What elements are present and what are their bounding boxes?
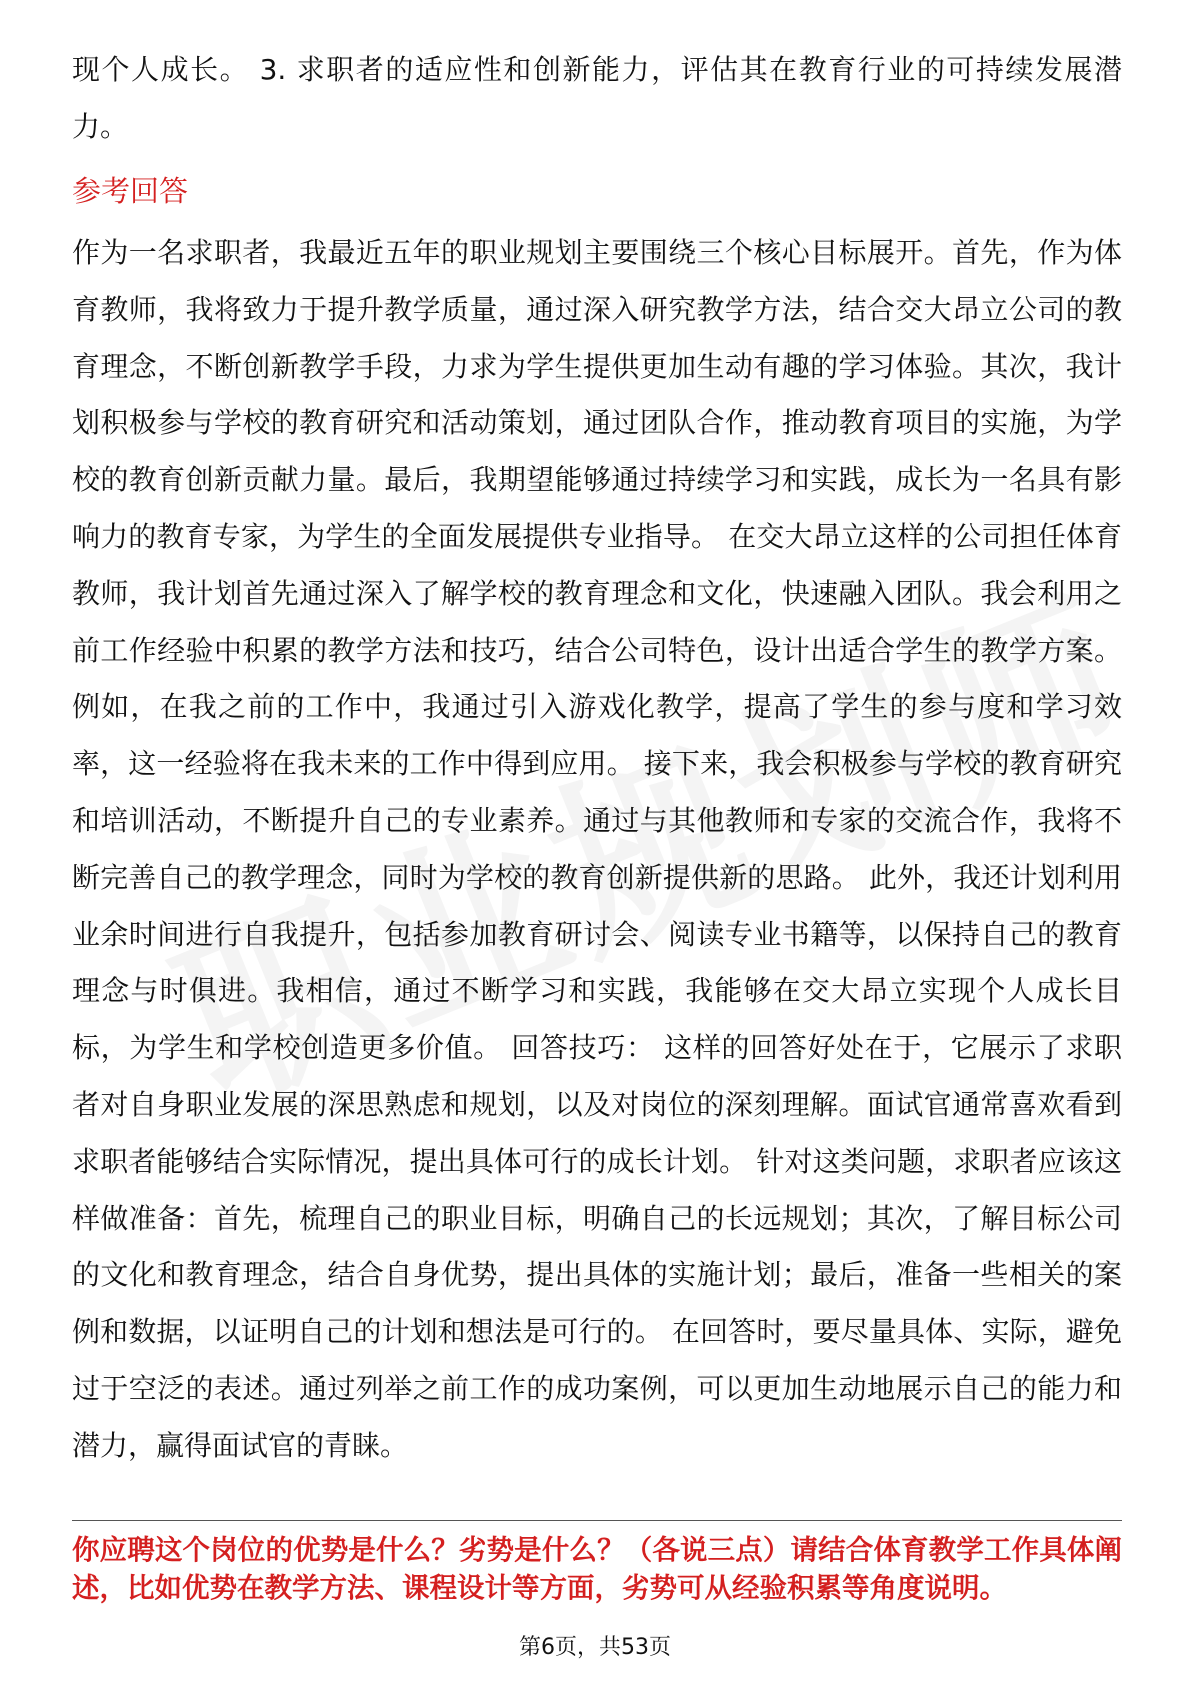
answer-paragraph: 作为一名求职者，我最近五年的职业规划主要围绕三个核心目标展开。首先，作为体育教师，我将致力于提升教学质量，通过深入研究教学方法，结合交大昂立公司的教育理念，不断创新教学手段，力求为学生提供更加生动有趣的学习体验。其次，我计划积极参与学校的教育研究和活动策划，通过团队合作，推动教育项目的实施，为学校的教育创新贡献力量。最后，我期望能够通过持续学习和实践，成长为一名具有影响力的教育专家，为学生的全面发展提供专业指导。 在交大昂立这样的公司担任体育教师，我计划首先通过深入了解学校的教育理念和文化，快速融入团队。我会利用之前工作经验中积累的教学方法和技巧，结合公司特色，设计出适合学生的教学方案。例如，在我之前的工作中，我通过引入游戏化教学，提高了学生的参与度和学习效率，这一经验将在我未来的工作中得到应用。 接下来，我会积极参与学校的教育研究和培训活动，不断提升自己的专业素养。通过与其他教师和专家的交流合作，我将不断完善自己的教学理念，同时为学校的教育创新提供新的思路。 此外，我还计划利用业余时间进行自我提升，包括参加教育研讨会、阅读专业书籍等，以保持自己的教育理念与时俱进。我相信，通过不断学习和实践，我能够在交大昂立实现个人成长目标，为学生和学校创造更多价值。 回答技巧： 这样的回答好处在于，它展示了求职者对自身职业发展的深思熟虑和规划，以及对岗位的深刻理解。面试官通常喜欢看到求职者能够结合实际情况，提出具体可行的成长计划。 针对这类问题，求职者应该这样做准备：首先，梳理自己的职业目标，明确自己的长远规划；其次，了解目标公司的文化和教育理念，结合自身优势，提出具体的实施计划；最后，准备一些相关的案例和数据，以证明自己的计划和想法是可行的。 在回答时，要尽量具体、实际，避免过于空泛的表述。通过列举之前工作的成功案例，可以更加生动地展示自己的能力和潜力，赢得面试官的青睐。 <box>72 236 1122 1462</box>
answer-label: 参考回答 <box>72 174 189 208</box>
page-number: 第6页，共53页 <box>519 1635 671 1660</box>
next-question-heading: 你应聘这个岗位的优势是什么？劣势是什么？（各说三点）请结合体育教学工作具体阐述，比如优势在教学方法、课程设计等方面，劣势可从经验积累等角度说明。 <box>72 1534 1122 1604</box>
intro-paragraph: 现个人成长。 3. 求职者的适应性和创新能力，评估其在教育行业的可持续发展潜力。 <box>72 53 1122 143</box>
section-divider <box>72 1520 1122 1521</box>
